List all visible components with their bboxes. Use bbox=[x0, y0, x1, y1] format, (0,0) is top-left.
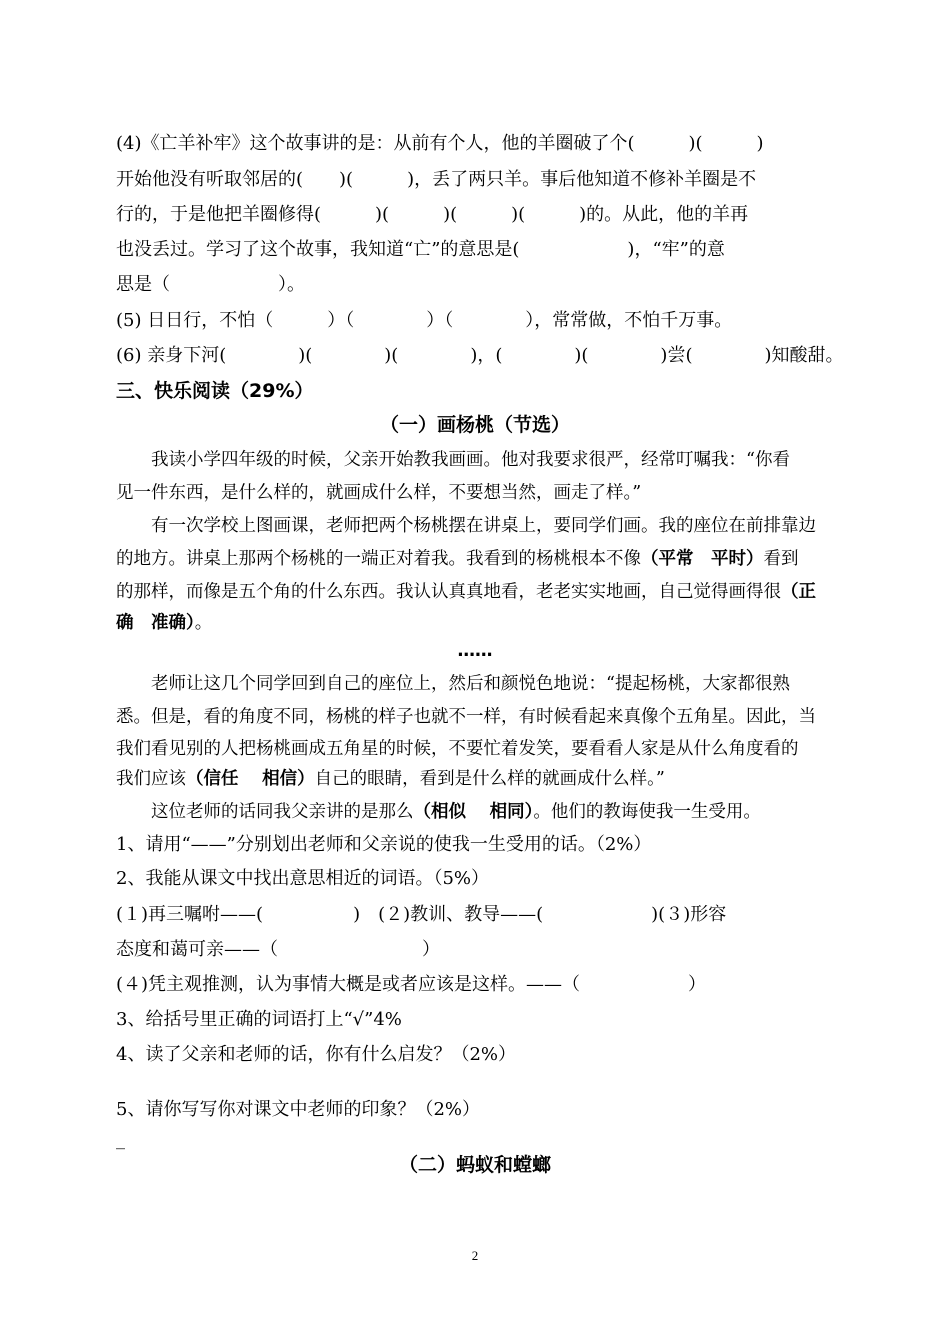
q4-line-4: 也没丢过。学习了这个故事，我知道“亡”的意思是( )，“牢”的意 bbox=[116, 239, 725, 260]
passage2-title: （二）蚂蚁和螳螂 bbox=[398, 1154, 551, 1176]
question-2-line-3: (４)凭主观推测，认为事情大概是或者应该是这样。——（ ） bbox=[116, 974, 707, 995]
question-2-line-2: 态度和蔼可亲——（ ） bbox=[116, 939, 440, 960]
p2-line-3 bbox=[116, 580, 880, 604]
p1-line-2: 见一件东西，是什么样的，就画成什么样，不要想当然，画走了样。” bbox=[116, 483, 642, 503]
q4-line-5: 思是（ ）。 bbox=[116, 274, 305, 295]
p3-line-4-end: 自己的眼睛，看到是什么样的就画成什么样。” bbox=[314, 769, 665, 789]
word-choice-3[interactable]: （信任 相信） bbox=[186, 769, 315, 789]
question-2-line-1: (１)再三嘱咐——( ) (２)教训、教导——( )(３)形容 bbox=[116, 904, 727, 925]
answer-line: _ bbox=[116, 1129, 125, 1150]
question-2: 2、我能从课文中找出意思相近的词语。（5%） bbox=[116, 868, 490, 889]
p3-line-4-text: 我们应该 bbox=[116, 769, 186, 789]
question-1: 1、请用“——”分别划出老师和父亲说的使我一生受用的话。（2%） bbox=[116, 834, 652, 855]
p2-line-2-end: 看到 bbox=[763, 549, 799, 569]
p3-line-3: 我们看见别的人把杨桃画成五角星的时候，不要忙着发笑，要看看人家是从什么角度看的 bbox=[116, 739, 799, 759]
q5-line: (5) 日日行，不怕（ ）（ ）（ ），常常做，不怕千万事。 bbox=[116, 310, 733, 331]
p2-line-4 bbox=[116, 611, 880, 635]
q4-line-2: 开始他没有听取邻居的( )( )，丢了两只羊。事后他知道不修补羊圈是不 bbox=[116, 169, 757, 190]
word-choice-4[interactable]: （相似 相同） bbox=[413, 802, 534, 822]
p4-line-1 bbox=[116, 800, 880, 824]
word-choice-1[interactable]: （平常 平时） bbox=[641, 549, 764, 569]
p3-line-2: 悉。但是，看的角度不同，杨桃的样子也就不一样，有时候看起来真像个五角星。因此，当 bbox=[116, 707, 816, 727]
p4-line-1-text: 这位老师的话同我父亲讲的是那么 bbox=[116, 802, 414, 822]
p2-line-4-end: 。 bbox=[194, 613, 213, 633]
p2-line-1: 有一次学校上图画课，老师把两个杨桃摆在讲桌上，要同学们画。我的座位在前排靠边 bbox=[116, 516, 816, 536]
section3-title: 三、快乐阅读（29%） bbox=[116, 380, 314, 402]
q6-line: (6) 亲身下河( )( )( )，( )( )尝( )知酸甜。 bbox=[116, 345, 844, 366]
word-choice-2b[interactable]: 确 准确） bbox=[116, 613, 195, 633]
ellipsis: …… bbox=[457, 641, 493, 661]
question-3: 3、给括号里正确的词语打上“√”4% bbox=[116, 1009, 402, 1030]
p2-line-2 bbox=[116, 547, 880, 571]
word-choice-2a[interactable]: （正 bbox=[781, 582, 816, 602]
p2-line-3-text: 的那样，而像是五个角的什么东西。我认认真真地看，老老实实地画，自己觉得画得很 bbox=[116, 582, 781, 602]
page-number: 2 bbox=[471, 1248, 479, 1263]
p2-line-2-text: 的地方。讲桌上那两个杨桃的一端正对着我。我看到的杨桃根本不像 bbox=[116, 549, 641, 569]
p3-line-1: 老师让这几个同学回到自己的座位上，然后和颜悦色地说：“提起杨桃，大家都很熟 bbox=[116, 674, 790, 694]
question-5: 5、请你写写你对课文中老师的印象？（2%） bbox=[116, 1099, 481, 1120]
p1-line-1: 我读小学四年级的时候，父亲开始教我画画。他对我要求很严，经常叮嘱我：“你看 bbox=[116, 450, 790, 470]
q4-line-3: 行的，于是他把羊圈修得( )( )( )( )的。从此，他的羊再 bbox=[116, 204, 749, 225]
p3-line-4 bbox=[116, 767, 880, 791]
question-4: 4、读了父亲和老师的话，你有什么启发？（2%） bbox=[116, 1044, 517, 1065]
passage1-title: （一）画杨桃（节选） bbox=[379, 414, 570, 436]
q4-line-1: (4)《亡羊补牢》这个故事讲的是：从前有个人，他的羊圈破了个( )( ) bbox=[116, 133, 764, 154]
p4-line-1-end: 。他们的教诲使我一生受用。 bbox=[533, 802, 761, 822]
